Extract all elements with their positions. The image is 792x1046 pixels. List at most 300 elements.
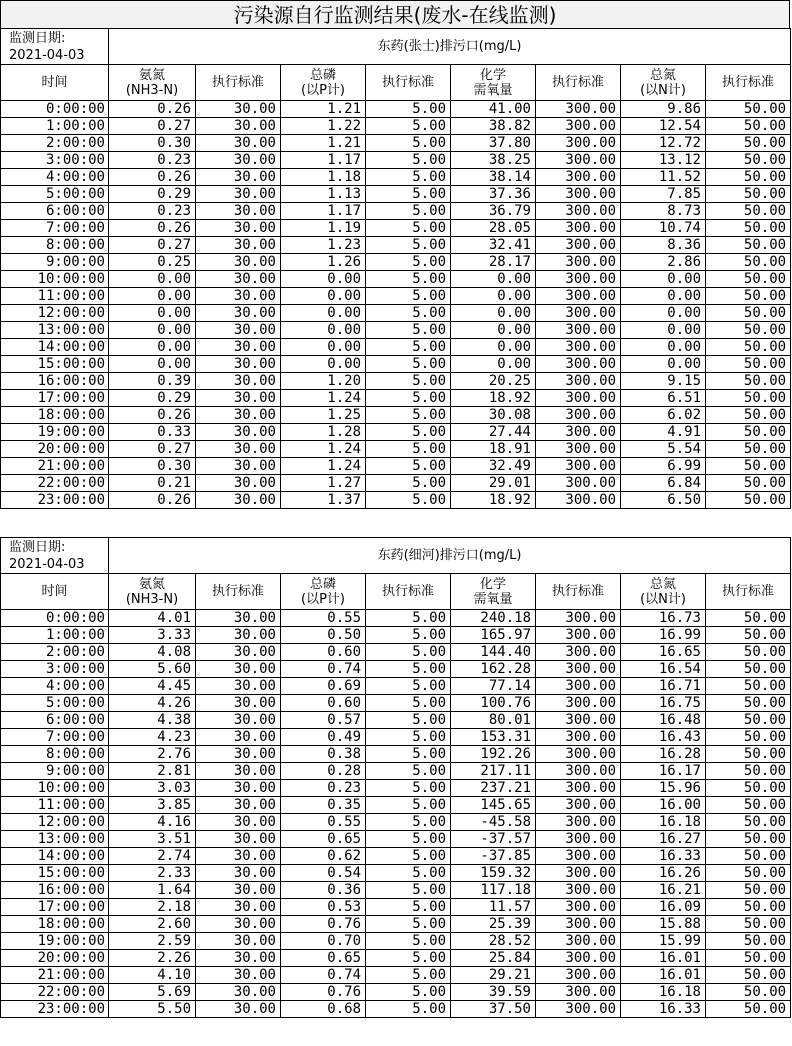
value-cell: 16.71	[621, 678, 706, 695]
value-cell: 30.00	[196, 441, 281, 458]
table-row	[1, 458, 791, 475]
column-header-line2: (以N计)	[640, 591, 686, 607]
column-header-line1: 时间	[41, 584, 68, 599]
value-cell: 2.18	[109, 899, 196, 916]
value-cell: 144.40	[451, 644, 536, 661]
value-cell: 50.00	[706, 627, 791, 644]
value-cell: 0.39	[109, 373, 196, 390]
column-header-line1: 总氮	[649, 67, 676, 83]
value-cell: 50.00	[706, 729, 791, 746]
value-cell: 5.00	[366, 118, 451, 135]
value-cell: 50.00	[706, 746, 791, 763]
value-cell: 12.72	[621, 135, 706, 152]
value-cell: 300.00	[536, 288, 621, 305]
value-cell: 6.02	[621, 407, 706, 424]
table-row	[1, 475, 791, 492]
time-cell: 7:00:00	[1, 220, 109, 237]
value-cell: 1.64	[109, 882, 196, 899]
value-cell: 300.00	[536, 814, 621, 831]
date-row	[1, 538, 791, 574]
value-cell: 300.00	[536, 627, 621, 644]
time-cell: 1:00:00	[1, 118, 109, 135]
value-cell: 50.00	[706, 203, 791, 220]
value-cell: 165.97	[451, 627, 536, 644]
table-row	[1, 237, 791, 254]
value-cell: 30.00	[196, 169, 281, 186]
value-cell: 0.33	[109, 424, 196, 441]
value-cell: 10.74	[621, 220, 706, 237]
column-header	[451, 65, 536, 101]
value-cell: 1.24	[281, 441, 366, 458]
value-cell: 30.00	[196, 254, 281, 271]
value-cell: 0.00	[451, 339, 536, 356]
value-cell: 30.00	[196, 678, 281, 695]
value-cell: 37.80	[451, 135, 536, 152]
value-cell: 30.00	[196, 305, 281, 322]
value-cell: 30.00	[196, 882, 281, 899]
value-cell: 5.00	[366, 865, 451, 882]
value-cell: 16.01	[621, 950, 706, 967]
value-cell: 50.00	[706, 169, 791, 186]
table-row	[1, 865, 791, 882]
value-cell: 30.00	[196, 916, 281, 933]
value-cell: 50.00	[706, 101, 791, 118]
column-header	[536, 574, 621, 610]
table-row	[1, 950, 791, 967]
value-cell: 30.00	[196, 135, 281, 152]
value-cell: 1.18	[281, 169, 366, 186]
column-header-line1: 氨氮	[138, 67, 165, 83]
value-cell: 1.28	[281, 424, 366, 441]
value-cell: 5.00	[366, 746, 451, 763]
time-cell: 0:00:00	[1, 610, 109, 627]
value-cell: 16.48	[621, 712, 706, 729]
value-cell: 50.00	[706, 271, 791, 288]
value-cell: 50.00	[706, 322, 791, 339]
value-cell: 30.00	[196, 729, 281, 746]
date-row	[1, 29, 791, 65]
value-cell: 5.00	[366, 288, 451, 305]
column-header-line2: 需氧量	[473, 82, 513, 98]
time-cell: 8:00:00	[1, 746, 109, 763]
value-cell: 30.00	[196, 1001, 281, 1018]
monitoring-date-value: 2021-04-03	[9, 47, 85, 63]
value-cell: 300.00	[536, 746, 621, 763]
value-cell: 50.00	[706, 848, 791, 865]
table-row	[1, 407, 791, 424]
value-cell: 30.00	[196, 695, 281, 712]
time-cell: 13:00:00	[1, 322, 109, 339]
value-cell: 16.18	[621, 984, 706, 1001]
time-cell: 2:00:00	[1, 135, 109, 152]
value-cell: 25.39	[451, 916, 536, 933]
value-cell: 3.03	[109, 780, 196, 797]
time-cell: 8:00:00	[1, 237, 109, 254]
column-header-line2: 需氧量	[473, 591, 513, 607]
value-cell: 300.00	[536, 610, 621, 627]
value-cell: 4.26	[109, 695, 196, 712]
value-cell: 6.99	[621, 458, 706, 475]
value-cell: 0.60	[281, 644, 366, 661]
value-cell: 25.84	[451, 950, 536, 967]
value-cell: 162.28	[451, 661, 536, 678]
value-cell: 50.00	[706, 424, 791, 441]
value-cell: 6.50	[621, 492, 706, 509]
value-cell: 300.00	[536, 831, 621, 848]
value-cell: 5.00	[366, 271, 451, 288]
value-cell: 0.53	[281, 899, 366, 916]
value-cell: 5.00	[366, 797, 451, 814]
value-cell: 0.00	[281, 271, 366, 288]
value-cell: 100.76	[451, 695, 536, 712]
monitoring-date-cell	[1, 29, 109, 65]
value-cell: 0.55	[281, 814, 366, 831]
value-cell: 0.00	[109, 322, 196, 339]
value-cell: 5.00	[366, 203, 451, 220]
value-cell: 30.00	[196, 458, 281, 475]
value-cell: 30.00	[196, 339, 281, 356]
table-row	[1, 203, 791, 220]
time-cell: 13:00:00	[1, 831, 109, 848]
value-cell: 50.00	[706, 305, 791, 322]
time-cell: 14:00:00	[1, 848, 109, 865]
value-cell: 50.00	[706, 712, 791, 729]
value-cell: 1.21	[281, 135, 366, 152]
value-cell: 300.00	[536, 492, 621, 509]
value-cell: 30.00	[196, 322, 281, 339]
value-cell: 300.00	[536, 661, 621, 678]
value-cell: 5.00	[366, 101, 451, 118]
value-cell: 5.00	[366, 356, 451, 373]
value-cell: 0.23	[109, 203, 196, 220]
value-cell: 5.00	[366, 763, 451, 780]
value-cell: 159.32	[451, 865, 536, 882]
time-cell: 19:00:00	[1, 424, 109, 441]
table-row	[1, 610, 791, 627]
table-row	[1, 118, 791, 135]
value-cell: 50.00	[706, 967, 791, 984]
value-cell: 300.00	[536, 763, 621, 780]
value-cell: 1.25	[281, 407, 366, 424]
time-cell: 23:00:00	[1, 492, 109, 509]
value-cell: 1.17	[281, 203, 366, 220]
value-cell: 0.26	[109, 492, 196, 509]
time-cell: 23:00:00	[1, 1001, 109, 1018]
value-cell: 0.60	[281, 695, 366, 712]
value-cell: 50.00	[706, 899, 791, 916]
column-header-line2: (以N计)	[640, 82, 686, 98]
value-cell: 50.00	[706, 186, 791, 203]
value-cell: 0.65	[281, 950, 366, 967]
value-cell: 5.00	[366, 627, 451, 644]
value-cell: 30.00	[196, 475, 281, 492]
value-cell: 16.27	[621, 831, 706, 848]
value-cell: 16.18	[621, 814, 706, 831]
value-cell: 300.00	[536, 356, 621, 373]
value-cell: 30.00	[196, 763, 281, 780]
value-cell: 1.23	[281, 237, 366, 254]
column-header-line1: 执行标准	[211, 584, 264, 599]
value-cell: 0.23	[281, 780, 366, 797]
value-cell: 50.00	[706, 407, 791, 424]
value-cell: 9.15	[621, 373, 706, 390]
time-cell: 9:00:00	[1, 763, 109, 780]
column-header	[621, 65, 706, 101]
table-row	[1, 678, 791, 695]
value-cell: 50.00	[706, 916, 791, 933]
value-cell: 50.00	[706, 458, 791, 475]
value-cell: 5.00	[366, 848, 451, 865]
time-cell: 10:00:00	[1, 780, 109, 797]
value-cell: 300.00	[536, 1001, 621, 1018]
value-cell: 300.00	[536, 339, 621, 356]
value-cell: 1.37	[281, 492, 366, 509]
table-row	[1, 390, 791, 407]
value-cell: 7.85	[621, 186, 706, 203]
time-cell: 10:00:00	[1, 271, 109, 288]
value-cell: 300.00	[536, 271, 621, 288]
value-cell: 77.14	[451, 678, 536, 695]
value-cell: 0.00	[621, 339, 706, 356]
value-cell: 192.26	[451, 746, 536, 763]
monitoring-table-xihe	[0, 537, 791, 1018]
value-cell: 30.00	[196, 967, 281, 984]
time-cell: 4:00:00	[1, 678, 109, 695]
value-cell: 4.23	[109, 729, 196, 746]
value-cell: 30.00	[196, 220, 281, 237]
value-cell: 28.17	[451, 254, 536, 271]
value-cell: 18.92	[451, 390, 536, 407]
value-cell: 5.00	[366, 1001, 451, 1018]
value-cell: 30.00	[196, 865, 281, 882]
value-cell: 300.00	[536, 712, 621, 729]
value-cell: 5.00	[366, 899, 451, 916]
value-cell: 4.45	[109, 678, 196, 695]
value-cell: 37.36	[451, 186, 536, 203]
table-row	[1, 441, 791, 458]
value-cell: 300.00	[536, 237, 621, 254]
value-cell: 0.27	[109, 441, 196, 458]
value-cell: 30.00	[196, 407, 281, 424]
value-cell: 0.23	[109, 152, 196, 169]
column-header	[706, 65, 791, 101]
time-cell: 6:00:00	[1, 712, 109, 729]
time-cell: 15:00:00	[1, 356, 109, 373]
value-cell: 50.00	[706, 475, 791, 492]
value-cell: 240.18	[451, 610, 536, 627]
column-header	[621, 574, 706, 610]
value-cell: 50.00	[706, 220, 791, 237]
value-cell: 16.00	[621, 797, 706, 814]
value-cell: 30.00	[196, 237, 281, 254]
table-row	[1, 763, 791, 780]
value-cell: 5.00	[366, 814, 451, 831]
column-header-line1: 执行标准	[722, 584, 775, 599]
value-cell: 50.00	[706, 1001, 791, 1018]
value-cell: 30.00	[196, 780, 281, 797]
column-header	[366, 574, 451, 610]
time-cell: 12:00:00	[1, 814, 109, 831]
value-cell: 300.00	[536, 458, 621, 475]
value-cell: 0.76	[281, 984, 366, 1001]
value-cell: 300.00	[536, 220, 621, 237]
value-cell: 16.21	[621, 882, 706, 899]
table-row	[1, 373, 791, 390]
value-cell: 300.00	[536, 916, 621, 933]
time-cell: 5:00:00	[1, 695, 109, 712]
value-cell: 0.30	[109, 458, 196, 475]
table-row	[1, 882, 791, 899]
value-cell: 30.00	[196, 492, 281, 509]
value-cell: 30.00	[196, 814, 281, 831]
value-cell: 0.00	[621, 271, 706, 288]
value-cell: 30.00	[196, 373, 281, 390]
value-cell: 0.00	[109, 305, 196, 322]
value-cell: 5.00	[366, 186, 451, 203]
time-cell: 12:00:00	[1, 305, 109, 322]
time-cell: 11:00:00	[1, 288, 109, 305]
value-cell: 4.91	[621, 424, 706, 441]
value-cell: 3.51	[109, 831, 196, 848]
value-cell: 50.00	[706, 695, 791, 712]
value-cell: 0.00	[109, 339, 196, 356]
value-cell: 1.24	[281, 458, 366, 475]
value-cell: 16.65	[621, 644, 706, 661]
report-title: 污染源自行监测结果(废水-在线监测)	[0, 0, 790, 29]
value-cell: 4.01	[109, 610, 196, 627]
value-cell: 0.00	[281, 288, 366, 305]
time-cell: 3:00:00	[1, 152, 109, 169]
value-cell: 300.00	[536, 305, 621, 322]
value-cell: 5.00	[366, 610, 451, 627]
value-cell: 0.00	[451, 356, 536, 373]
value-cell: 0.00	[109, 271, 196, 288]
value-cell: 50.00	[706, 373, 791, 390]
value-cell: 117.18	[451, 882, 536, 899]
value-cell: 30.00	[196, 746, 281, 763]
value-cell: 5.00	[366, 967, 451, 984]
value-cell: 30.00	[196, 118, 281, 135]
value-cell: 0.30	[109, 135, 196, 152]
table-row	[1, 831, 791, 848]
table-row	[1, 152, 791, 169]
value-cell: 0.35	[281, 797, 366, 814]
table-row	[1, 644, 791, 661]
value-cell: 20.25	[451, 373, 536, 390]
time-cell: 18:00:00	[1, 407, 109, 424]
value-cell: 50.00	[706, 644, 791, 661]
value-cell: 30.00	[196, 271, 281, 288]
value-cell: 30.00	[196, 797, 281, 814]
value-cell: 0.57	[281, 712, 366, 729]
column-header-line1: 氨氮	[138, 576, 165, 592]
value-cell: -37.85	[451, 848, 536, 865]
value-cell: 16.28	[621, 746, 706, 763]
time-cell: 3:00:00	[1, 661, 109, 678]
value-cell: 37.50	[451, 1001, 536, 1018]
value-cell: 2.60	[109, 916, 196, 933]
value-cell: 0.65	[281, 831, 366, 848]
value-cell: 5.00	[366, 678, 451, 695]
time-cell: 19:00:00	[1, 933, 109, 950]
value-cell: 300.00	[536, 678, 621, 695]
value-cell: 145.65	[451, 797, 536, 814]
value-cell: 50.00	[706, 254, 791, 271]
value-cell: 18.91	[451, 441, 536, 458]
table-row	[1, 746, 791, 763]
value-cell: 16.99	[621, 627, 706, 644]
value-cell: 27.44	[451, 424, 536, 441]
value-cell: 1.17	[281, 152, 366, 169]
column-header-line1: 总磷	[309, 67, 336, 83]
value-cell: 300.00	[536, 407, 621, 424]
value-cell: 4.08	[109, 644, 196, 661]
value-cell: 5.00	[366, 169, 451, 186]
value-cell: 1.27	[281, 475, 366, 492]
value-cell: 50.00	[706, 339, 791, 356]
value-cell: 16.01	[621, 967, 706, 984]
column-header-line1: 执行标准	[381, 584, 434, 599]
value-cell: 50.00	[706, 950, 791, 967]
value-cell: 50.00	[706, 882, 791, 899]
time-cell: 21:00:00	[1, 458, 109, 475]
value-cell: 5.00	[366, 933, 451, 950]
value-cell: 2.59	[109, 933, 196, 950]
table-row	[1, 220, 791, 237]
column-header	[1, 574, 109, 610]
value-cell: 50.00	[706, 288, 791, 305]
value-cell: 0.69	[281, 678, 366, 695]
table-row	[1, 933, 791, 950]
column-header	[196, 65, 281, 101]
column-header-line2: (以P计)	[301, 82, 345, 98]
value-cell: 0.26	[109, 101, 196, 118]
value-cell: 5.00	[366, 305, 451, 322]
value-cell: 0.62	[281, 848, 366, 865]
value-cell: 300.00	[536, 848, 621, 865]
time-cell: 1:00:00	[1, 627, 109, 644]
value-cell: 1.13	[281, 186, 366, 203]
table-row	[1, 101, 791, 118]
column-header-line2: (以P计)	[301, 591, 345, 607]
value-cell: 0.00	[621, 288, 706, 305]
value-cell: 5.00	[366, 373, 451, 390]
table-row	[1, 797, 791, 814]
value-cell: 0.74	[281, 661, 366, 678]
value-cell: 5.00	[366, 407, 451, 424]
column-header-line2: (NH3-N)	[125, 591, 179, 607]
value-cell: 300.00	[536, 152, 621, 169]
value-cell: 0.00	[281, 305, 366, 322]
time-cell: 2:00:00	[1, 644, 109, 661]
value-cell: 18.92	[451, 492, 536, 509]
value-cell: 0.00	[281, 322, 366, 339]
value-cell: 2.74	[109, 848, 196, 865]
time-cell: 0:00:00	[1, 101, 109, 118]
value-cell: 16.09	[621, 899, 706, 916]
value-cell: 5.00	[366, 695, 451, 712]
time-cell: 6:00:00	[1, 203, 109, 220]
value-cell: 2.81	[109, 763, 196, 780]
time-cell: 4:00:00	[1, 169, 109, 186]
value-cell: 5.00	[366, 984, 451, 1001]
table-row	[1, 661, 791, 678]
time-cell: 5:00:00	[1, 186, 109, 203]
value-cell: 300.00	[536, 203, 621, 220]
value-cell: 11.52	[621, 169, 706, 186]
value-cell: 50.00	[706, 610, 791, 627]
value-cell: 30.00	[196, 899, 281, 916]
